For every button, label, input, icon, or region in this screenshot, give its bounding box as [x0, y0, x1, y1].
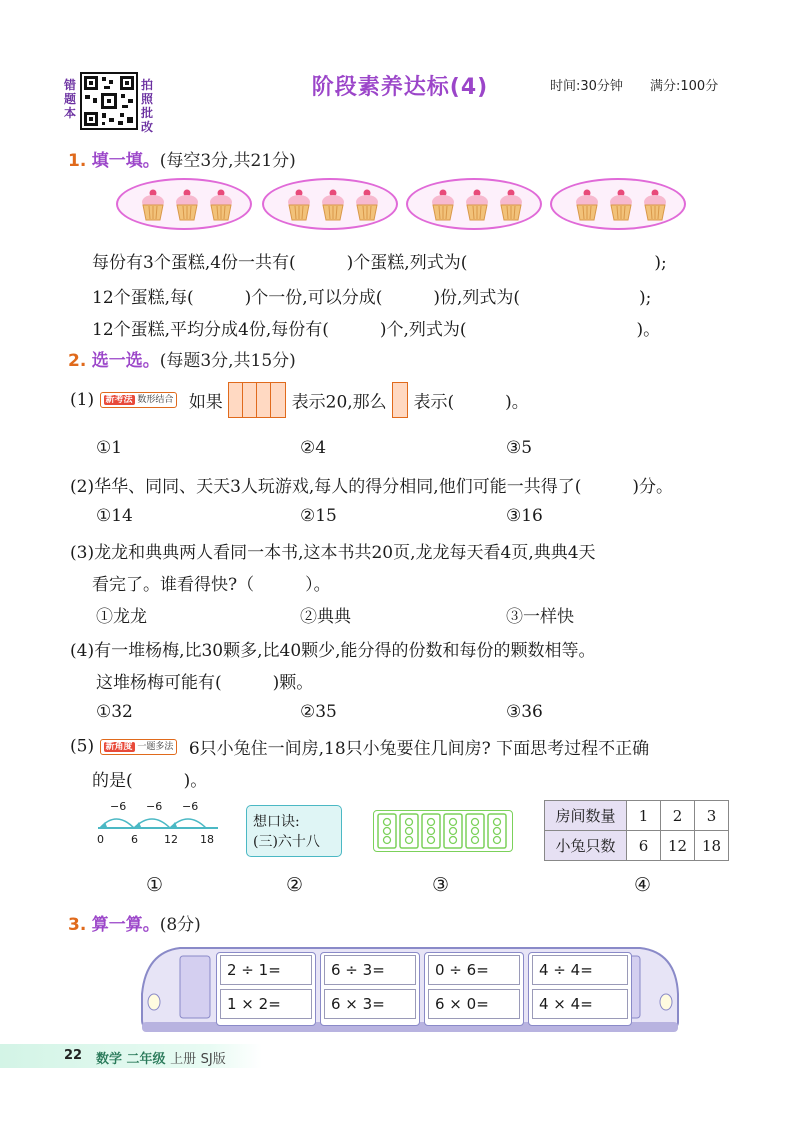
table-cell: 3: [695, 801, 729, 831]
tag-label: 新考法: [105, 395, 133, 405]
section-score-note: (每题3分,共15分): [159, 351, 296, 371]
section-2-heading: [68, 346, 296, 371]
tick-label: 6: [131, 833, 138, 846]
book-subject: 数学 二年级: [96, 1052, 166, 1067]
cupcake-icon: [574, 188, 600, 222]
tick-label: 12: [164, 833, 178, 846]
page-number: 22: [64, 1048, 83, 1063]
jump-label: −6: [182, 800, 199, 813]
table-cell: 1: [627, 801, 661, 831]
tick-label: 0: [97, 833, 104, 846]
headlight: [148, 994, 160, 1010]
figure-option-1[interactable]: ①: [146, 874, 164, 896]
table-cell: 6: [627, 831, 661, 861]
cake-plate: [262, 178, 398, 230]
tag-subtitle: 数形结合: [137, 395, 174, 405]
calc-problem[interactable]: 4 × 4=: [532, 989, 628, 1019]
calc-problem[interactable]: 6 × 0=: [428, 989, 520, 1019]
train-door: [180, 956, 210, 1018]
cupcake-icon: [208, 188, 234, 222]
cupcake-icon: [464, 188, 490, 222]
cupcake-icon: [642, 188, 668, 222]
bar-four-segments: [228, 382, 286, 418]
tick-label: 18: [200, 833, 214, 846]
table-row-header: 房间数量: [545, 801, 627, 831]
section-name: 选一选。: [91, 351, 160, 371]
section-number: 2.: [68, 351, 87, 371]
calc-problem[interactable]: 0 ÷ 6=: [428, 955, 520, 985]
question-text: 表示20,那么: [291, 392, 387, 413]
cake-plate: [550, 178, 686, 230]
question-3-line-1: (3)龙龙和典典两人看同一本书,这本书共20页,龙龙每天看4页,典典4天: [70, 543, 596, 563]
calc-problem[interactable]: 6 × 3=: [324, 989, 416, 1019]
cupcake-icon: [286, 188, 312, 222]
section-name: 算一算。: [91, 915, 160, 935]
page-footer: [0, 1044, 800, 1068]
section-1-heading: [68, 146, 296, 171]
calc-problem[interactable]: 4 ÷ 4=: [532, 955, 628, 985]
table-row: [545, 801, 729, 831]
option-a[interactable]: ①龙龙: [96, 607, 147, 627]
option-b[interactable]: ②15: [300, 506, 337, 526]
cupcake-icon: [430, 188, 456, 222]
tag-subtitle: 一题多法: [137, 741, 174, 752]
tag-label: 新角度: [105, 741, 133, 752]
question-3-line-2: 看完了。谁看得快?（ ）。: [92, 575, 331, 595]
option-c[interactable]: ③5: [506, 438, 533, 458]
section-name: 填一填。: [91, 151, 160, 171]
table-row: [545, 831, 729, 861]
option-b[interactable]: ②4: [300, 438, 327, 458]
option-c[interactable]: ③16: [506, 506, 543, 526]
table-row-header: 小兔只数: [545, 831, 627, 861]
book-info: [96, 1048, 226, 1067]
time-limit: 时间:30分钟: [550, 79, 623, 94]
table-cell: 2: [661, 801, 695, 831]
question-text: 表示( )。: [413, 392, 529, 413]
section-number: 3.: [68, 915, 87, 935]
question-text: 6只小兔住一间房,18只小兔要住几间房? 下面思考过程不正确: [188, 739, 650, 759]
calc-problem[interactable]: 1 × 2=: [220, 989, 312, 1019]
option-a[interactable]: ①14: [96, 506, 133, 526]
cupcake-icon: [498, 188, 524, 222]
section-3-heading: [68, 910, 201, 935]
qr-right-caption: 拍照批改: [140, 78, 153, 134]
cupcake-icon: [140, 188, 166, 222]
option-b[interactable]: ②35: [300, 702, 337, 722]
option-a[interactable]: ①32: [96, 702, 133, 722]
qr-left-caption: 错题本: [63, 78, 76, 120]
jump-label: −6: [110, 800, 127, 813]
question-5-line-2: 的是( )。: [92, 771, 208, 791]
option-b[interactable]: ②典典: [300, 607, 351, 627]
cupcake-icon: [174, 188, 200, 222]
fill-line-2: 12个蛋糕,每( )个一份,可以分成( )份,列式为( );: [92, 288, 652, 308]
question-2: (2)华华、同同、天天3人玩游戏,每人的得分相同,他们可能一共得了( )分。: [70, 477, 673, 497]
multiplication-rhyme-box: [246, 805, 342, 857]
figure-option-3[interactable]: ③: [432, 874, 450, 896]
cupcake-icon: [320, 188, 346, 222]
calc-problem[interactable]: 2 ÷ 1=: [220, 955, 312, 985]
new-angle-tag: [100, 739, 178, 755]
page-title: 阶段素养达标(4): [311, 75, 489, 100]
question-5-line-1: [70, 734, 649, 759]
question-4-line-1: (4)有一堆杨梅,比30颗多,比40颗少,能分得的份数和每份的颗数相等。: [70, 641, 596, 661]
fill-line-1: 每份有3个蛋糕,4份一共有( )个蛋糕,列式为( );: [92, 253, 667, 273]
question-number: (1): [70, 390, 95, 410]
new-method-tag: [100, 392, 178, 408]
headlight: [660, 994, 672, 1010]
cupcake-icon: [608, 188, 634, 222]
question-text: 如果: [188, 392, 223, 413]
fill-line-3: 12个蛋糕,平均分成4份,每份有( )个,列式为( )。: [92, 320, 661, 340]
tip-title: 想口诀:: [253, 814, 300, 830]
book-edition: SJ版: [200, 1052, 226, 1067]
section-number: 1.: [68, 151, 87, 171]
bar-one-segment: [392, 382, 408, 418]
section-score-note: (每空3分,共21分): [159, 151, 296, 171]
question-4-line-2: 这堆杨梅可能有( )颗。: [96, 673, 314, 693]
number-line-figure: [94, 800, 224, 850]
jump-label: −6: [146, 800, 163, 813]
option-c[interactable]: ③36: [506, 702, 543, 722]
rooms-rabbits-table: [544, 800, 729, 861]
calc-problem[interactable]: 6 ÷ 3=: [324, 955, 416, 985]
full-score: 满分:100分: [650, 79, 719, 94]
figure-option-2[interactable]: ②: [286, 874, 304, 896]
cake-plate: [116, 178, 252, 230]
tip-body: (三)六十八: [253, 834, 320, 850]
question-1: [70, 382, 529, 418]
section-score-note: (8分): [159, 915, 201, 935]
question-number: (5): [70, 736, 95, 757]
table-cell: 12: [661, 831, 695, 861]
dot-grid-svg: [374, 811, 512, 851]
cupcake-icon: [354, 188, 380, 222]
cake-plate: [406, 178, 542, 230]
table-cell: 18: [695, 831, 729, 861]
dot-grid-figure: [373, 810, 513, 852]
figure-option-4[interactable]: ④: [634, 874, 652, 896]
option-c[interactable]: ③一样快: [506, 607, 574, 627]
book-term: 上册: [170, 1052, 197, 1067]
option-a[interactable]: ①1: [96, 438, 123, 458]
